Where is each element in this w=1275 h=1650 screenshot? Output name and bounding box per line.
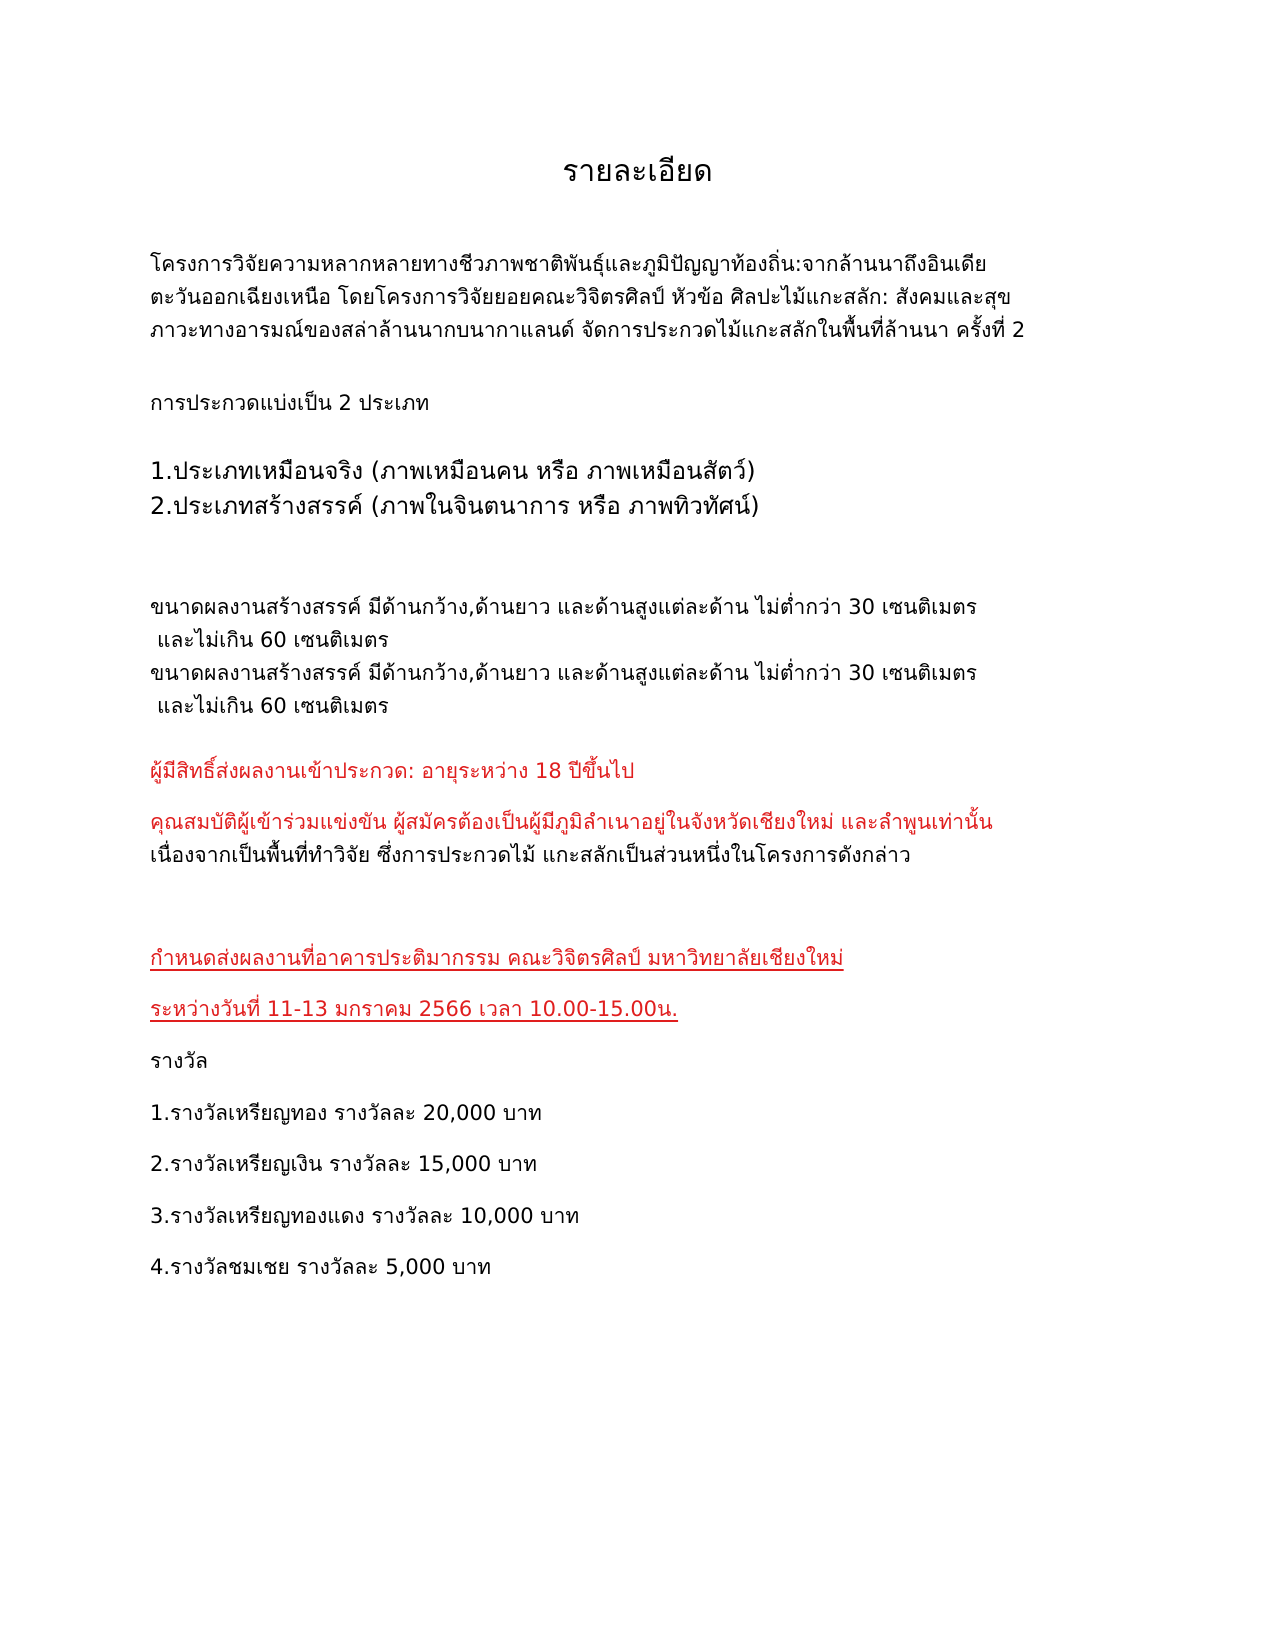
size-rule-line-2: และไม่เกิน 60 เซนติเมตร xyxy=(157,628,389,652)
qualification-notice: คุณสมบัติผู้เข้าร่วมแข่งขัน ผู้สมัครต้องเป็นผู้มีภูมิลำเนาอยู่ในจังหวัดเชียงใหม่ และลำพูนเท่านั้น xyxy=(150,810,993,834)
award-item-honorable: 4.รางวัลชมเชย รางวัลละ 5,000 บาท xyxy=(150,1255,492,1279)
submission-place: กำหนดส่งผลงานที่อาคารประติมากรรม คณะวิจิตรศิลป์ มหาวิทยาลัยเชียงใหม่ xyxy=(150,946,844,970)
size-rule-line-3: ขนาดผลงานสร้างสรรค์ มีด้านกว้าง,ด้านยาว และด้านสูงแต่ละด้าน ไม่ต่ำกว่า 30 เซนติเมตร xyxy=(150,661,978,685)
award-item-gold: 1.รางวัลเหรียญทอง รางวัลละ 20,000 บาท xyxy=(150,1101,542,1125)
awards-heading: รางวัล xyxy=(150,1049,208,1073)
intro-line-3: ภาวะทางอารมณ์ของสล่าล้านนากบนากาแลนด์ จัดการประกวดไม้แกะสลักในพื้นที่ล้านนา ครั้งที่ 2 xyxy=(150,318,1026,342)
size-rule-line-1: ขนาดผลงานสร้างสรรค์ มีด้านกว้าง,ด้านยาว และด้านสูงแต่ละด้าน ไม่ต่ำกว่า 30 เซนติเมตร xyxy=(150,595,978,619)
intro-line-2: ตะวันออกเฉียงเหนือ โดยโครงการวิจัยยอยคณะวิจิตรศิลป์ หัวข้อ ศิลปะไม้แกะสลัก: สังคมและสุข xyxy=(150,285,1012,309)
submission-date: ระหว่างวันที่ 11-13 มกราคม 2566 เวลา 10.00-15.00น. xyxy=(150,997,679,1021)
qualification-note: เนื่องจากเป็นพื้นที่ทำวิจัย ซึ่งการประกวดไม้ แกะสลักเป็นส่วนหนึ่งในโครงการดังกล่าว xyxy=(150,843,911,867)
page-title: รายละเอียด xyxy=(562,154,713,189)
intro-line-1: โครงการวิจัยความหลากหลายทางชีวภาพชาติพันธุ์และภูมิปัญญาท้องถิ่น:จากล้านนาถึงอินเดีย xyxy=(150,252,987,276)
categories-intro: การประกวดแบ่งเป็น 2 ประเภท xyxy=(150,391,430,415)
award-item-silver: 2.รางวัลเหรียญเงิน รางวัลละ 15,000 บาท xyxy=(150,1152,537,1176)
size-rule-line-4: และไม่เกิน 60 เซนติเมตร xyxy=(157,694,389,718)
category-item-realistic: 1.ประเภทเหมือนจริง (ภาพเหมือนคน หรือ ภาพเหมือนสัตว์) xyxy=(150,457,756,485)
category-item-creative: 2.ประเภทสร้างสรรค์ (ภาพในจินตนาการ หรือ ภาพทิวทัศน์) xyxy=(150,492,760,520)
eligibility-notice: ผู้มีสิทธิ์ส่งผลงานเข้าประกวด: อายุระหว่าง 18 ปีขึ้นไป xyxy=(150,759,635,783)
award-item-bronze: 3.รางวัลเหรียญทองแดง รางวัลละ 10,000 บาท xyxy=(150,1204,580,1228)
